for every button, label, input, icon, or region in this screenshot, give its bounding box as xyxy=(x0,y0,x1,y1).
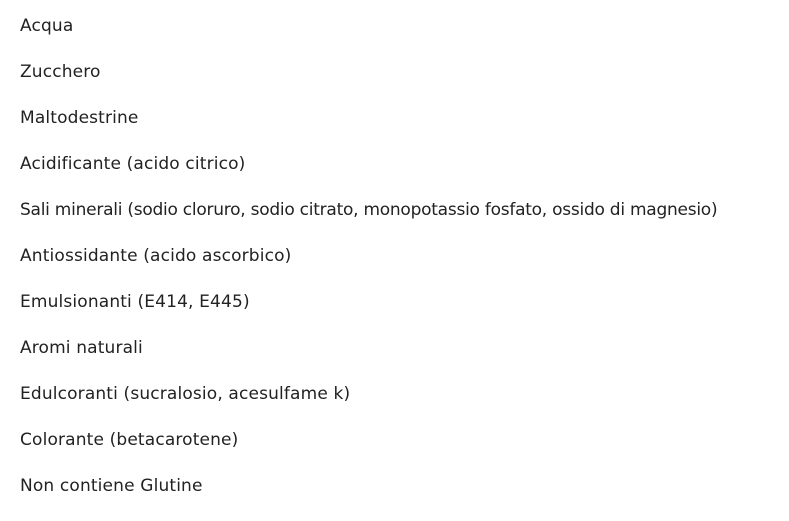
ingredient-item: Acidificante (acido citrico) xyxy=(20,154,246,174)
ingredient-item: Aromi naturali xyxy=(20,338,143,358)
ingredient-item: Maltodestrine xyxy=(20,108,139,128)
ingredient-item: Emulsionanti (E414, E445) xyxy=(20,292,250,312)
ingredient-item: Antiossidante (acido ascorbico) xyxy=(20,246,292,266)
ingredient-item: Edulcoranti (sucralosio, acesulfame k) xyxy=(20,384,351,404)
ingredient-item: Colorante (betacarotene) xyxy=(20,430,239,450)
ingredient-item: Non contiene Glutine xyxy=(20,476,203,496)
ingredient-item: Sali minerali (sodio cloruro, sodio citrato, monopotassio fosfato, ossido di magnesio) xyxy=(20,200,718,220)
ingredient-item: Acqua xyxy=(20,16,74,36)
ingredient-item: Zucchero xyxy=(20,62,101,82)
ingredient-list xyxy=(20,15,785,521)
